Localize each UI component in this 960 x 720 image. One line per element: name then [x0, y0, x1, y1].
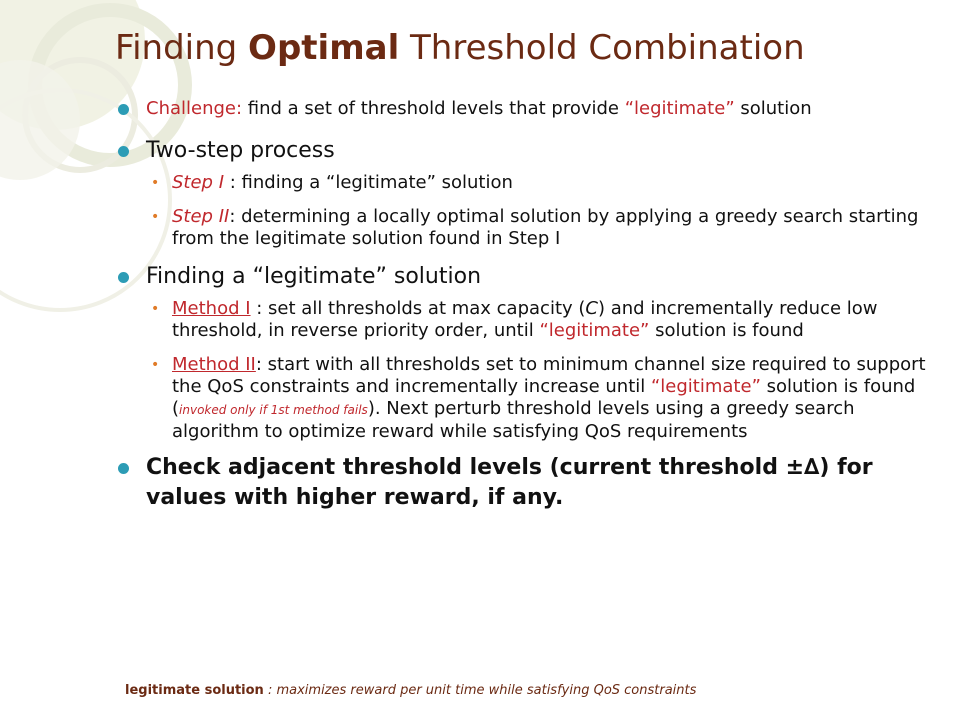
sub-bullet-method2: • Method II: start with all thresholds set to minimum channel size required to support the QoS constraints and incrementally increase until “legitimate” solution is found (invoked only if 1st method fails). Next perturb threshold levels using a greedy search algorithm to optimize reward while satisfying QoS requirements — [151, 354, 926, 442]
bullet-dot-icon — [118, 146, 129, 157]
bullet-dot-icon — [118, 104, 129, 115]
sub-bullet-step1: • Step I : finding a “legitimate” solution — [151, 172, 513, 193]
slide-title: Finding Optimal Threshold Combination — [115, 28, 805, 68]
sub-bullet-step2: • Step II: determining a locally optimal solution by applying a greedy search starting from the legitimate solution found in Step I — [151, 206, 919, 249]
bullet-challenge: Challenge: find a set of threshold levels that provide “legitimate” solution — [115, 96, 945, 122]
bullet-check-adjacent: Check adjacent threshold levels (current threshold ±∆) for values with higher reward, if any. — [115, 453, 945, 513]
bullet-dot-icon — [118, 272, 129, 283]
sub-bullet-icon: • — [151, 301, 160, 317]
footer-definition: legitimate solution : maximizes reward per unit time while satisfying QoS constraints — [125, 683, 697, 698]
bullet-two-step: Two-step process — [115, 136, 945, 166]
sub-bullet-icon: • — [151, 209, 160, 225]
sub-bullet-icon: • — [151, 357, 160, 373]
bullet-dot-icon — [118, 463, 129, 474]
bullet-finding: Finding a “legitimate” solution — [115, 262, 945, 292]
sub-bullet-icon: • — [151, 175, 160, 191]
sub-bullet-method1: • Method I : set all thresholds at max capacity (C) and incrementally reduce low threshold, in reverse priority order, until “legitimate” solution is found — [151, 298, 878, 341]
slide-body — [115, 96, 945, 519]
